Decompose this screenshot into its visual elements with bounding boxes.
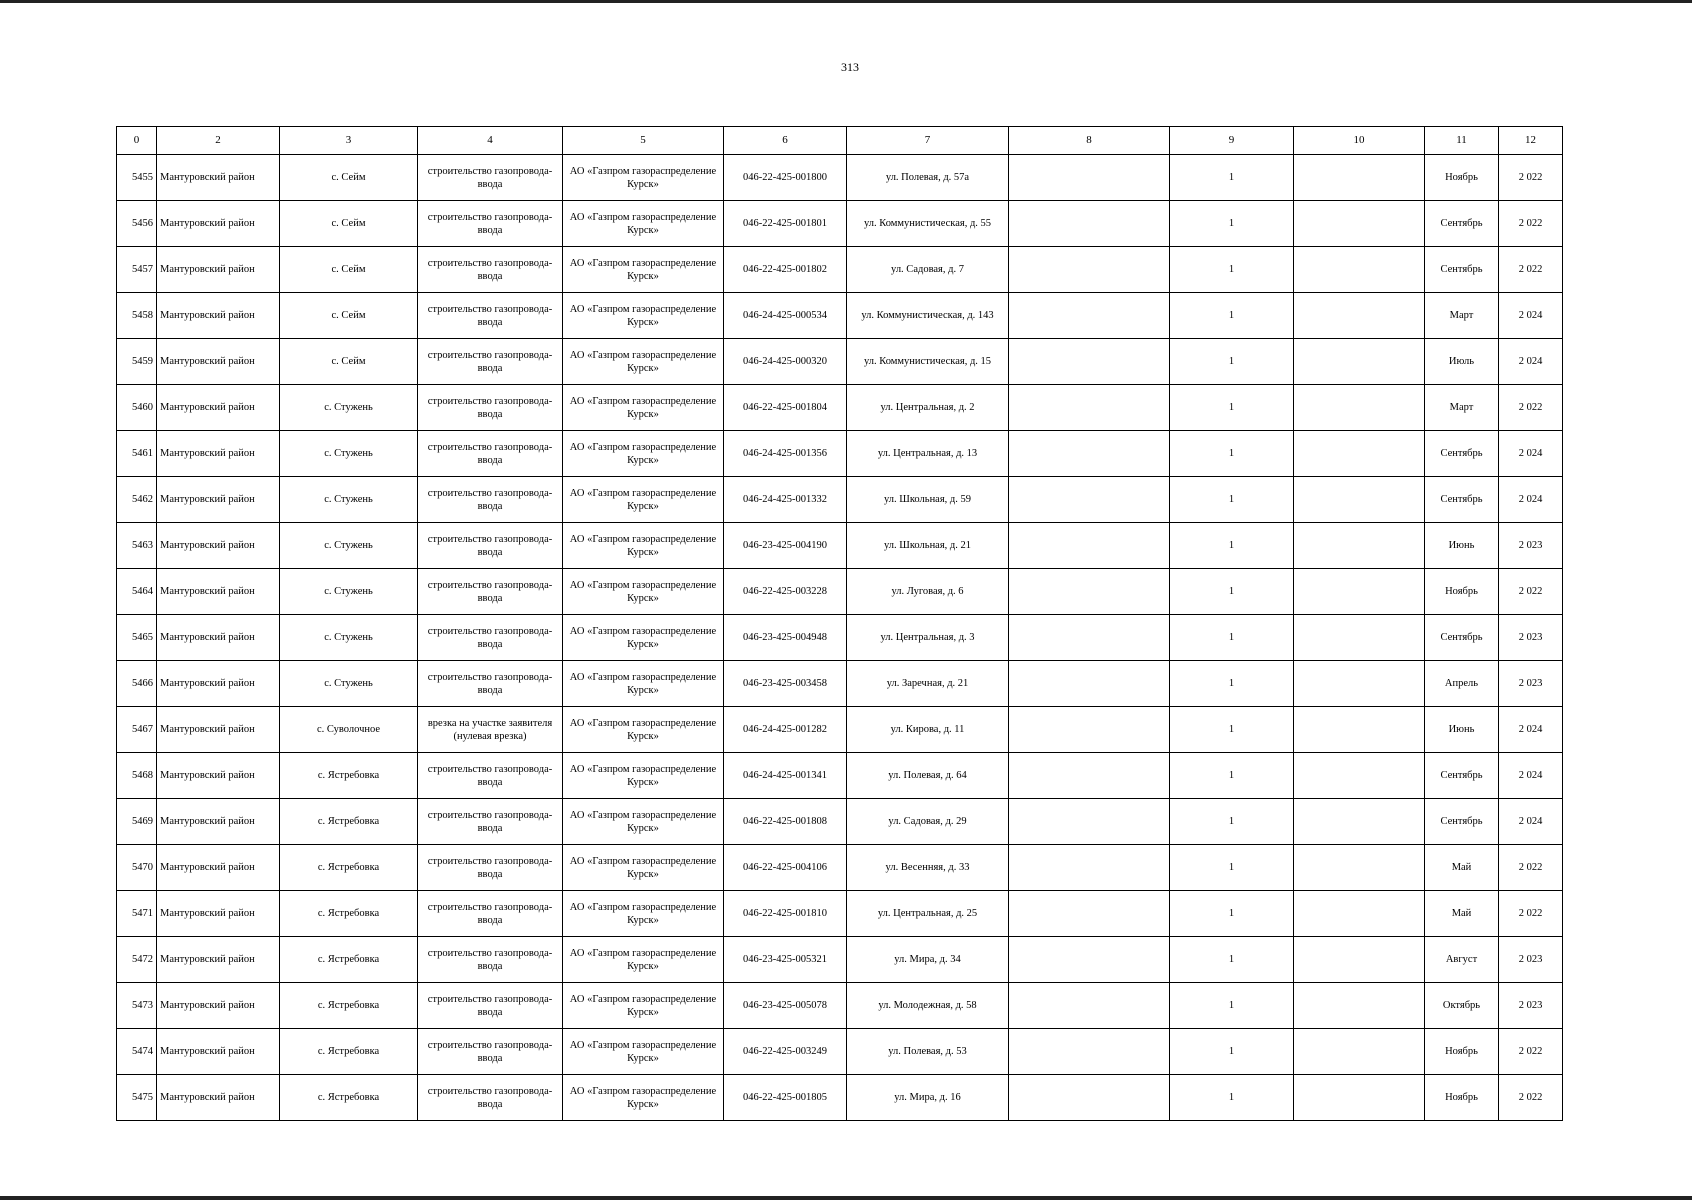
work-type-cell: строительство газопровода-ввода: [418, 845, 563, 891]
work-type-cell: строительство газопровода-ввода: [418, 983, 563, 1029]
address-cell: ул. Полевая, д. 64: [847, 753, 1009, 799]
column-10-cell: [1294, 661, 1425, 707]
column-10-cell: [1294, 293, 1425, 339]
row-number-cell: 5470: [117, 845, 157, 891]
row-number-cell: 5464: [117, 569, 157, 615]
object-id-cell: 046-22-425-001805: [724, 1075, 847, 1121]
settlement-cell: с. Стужень: [280, 615, 418, 661]
district-cell: Мантуровский район: [157, 1075, 280, 1121]
column-10-cell: [1294, 891, 1425, 937]
month-cell: Май: [1425, 845, 1499, 891]
row-number-cell: 5474: [117, 1029, 157, 1075]
column-10-cell: [1294, 385, 1425, 431]
column-8-cell: [1009, 753, 1170, 799]
address-cell: ул. Школьная, д. 59: [847, 477, 1009, 523]
work-type-cell: строительство газопровода-ввода: [418, 201, 563, 247]
settlement-cell: с. Суволочное: [280, 707, 418, 753]
column-10-cell: [1294, 707, 1425, 753]
address-cell: ул. Центральная, д. 25: [847, 891, 1009, 937]
column-8-cell: [1009, 845, 1170, 891]
row-number-cell: 5457: [117, 247, 157, 293]
district-cell: Мантуровский район: [157, 891, 280, 937]
work-type-cell: строительство газопровода-ввода: [418, 753, 563, 799]
settlement-cell: с. Ястребовка: [280, 983, 418, 1029]
row-number-cell: 5471: [117, 891, 157, 937]
address-cell: ул. Мира, д. 34: [847, 937, 1009, 983]
settlement-cell: с. Стужень: [280, 569, 418, 615]
work-type-cell: строительство газопровода-ввода: [418, 477, 563, 523]
settlement-cell: с. Ястребовка: [280, 845, 418, 891]
quantity-cell: 1: [1170, 707, 1294, 753]
settlement-cell: с. Стужень: [280, 385, 418, 431]
address-cell: ул. Луговая, д. 6: [847, 569, 1009, 615]
quantity-cell: 1: [1170, 1075, 1294, 1121]
table-row: [117, 1075, 1563, 1121]
address-cell: ул. Садовая, д. 7: [847, 247, 1009, 293]
work-type-cell: строительство газопровода-ввода: [418, 293, 563, 339]
district-cell: Мантуровский район: [157, 707, 280, 753]
work-type-cell: строительство газопровода-ввода: [418, 891, 563, 937]
owner-cell: АО «Газпром газораспределение Курск»: [563, 1075, 724, 1121]
district-cell: Мантуровский район: [157, 431, 280, 477]
year-cell: 2 023: [1499, 523, 1563, 569]
month-cell: Март: [1425, 385, 1499, 431]
column-header: 3: [280, 127, 418, 155]
address-cell: ул. Молодежная, д. 58: [847, 983, 1009, 1029]
table-row: [117, 247, 1563, 293]
year-cell: 2 024: [1499, 799, 1563, 845]
quantity-cell: 1: [1170, 339, 1294, 385]
column-8-cell: [1009, 431, 1170, 477]
district-cell: Мантуровский район: [157, 569, 280, 615]
column-8-cell: [1009, 891, 1170, 937]
row-number-cell: 5467: [117, 707, 157, 753]
column-8-cell: [1009, 569, 1170, 615]
address-cell: ул. Мира, д. 16: [847, 1075, 1009, 1121]
quantity-cell: 1: [1170, 293, 1294, 339]
district-cell: Мантуровский район: [157, 845, 280, 891]
row-number-cell: 5460: [117, 385, 157, 431]
object-id-cell: 046-22-425-001804: [724, 385, 847, 431]
table-row: [117, 523, 1563, 569]
address-cell: ул. Центральная, д. 13: [847, 431, 1009, 477]
year-cell: 2 023: [1499, 661, 1563, 707]
district-cell: Мантуровский район: [157, 983, 280, 1029]
quantity-cell: 1: [1170, 155, 1294, 201]
settlement-cell: с. Сейм: [280, 339, 418, 385]
work-type-cell: строительство газопровода-ввода: [418, 385, 563, 431]
column-8-cell: [1009, 477, 1170, 523]
row-number-cell: 5456: [117, 201, 157, 247]
table-row: [117, 155, 1563, 201]
row-number-cell: 5473: [117, 983, 157, 1029]
owner-cell: АО «Газпром газораспределение Курск»: [563, 431, 724, 477]
settlement-cell: с. Ястребовка: [280, 799, 418, 845]
owner-cell: АО «Газпром газораспределение Курск»: [563, 891, 724, 937]
year-cell: 2 023: [1499, 615, 1563, 661]
owner-cell: АО «Газпром газораспределение Курск»: [563, 983, 724, 1029]
column-10-cell: [1294, 1075, 1425, 1121]
column-8-cell: [1009, 707, 1170, 753]
object-id-cell: 046-22-425-004106: [724, 845, 847, 891]
owner-cell: АО «Газпром газораспределение Курск»: [563, 615, 724, 661]
district-cell: Мантуровский район: [157, 523, 280, 569]
settlement-cell: с. Ястребовка: [280, 753, 418, 799]
table-row: [117, 845, 1563, 891]
column-8-cell: [1009, 1075, 1170, 1121]
column-10-cell: [1294, 201, 1425, 247]
object-id-cell: 046-24-425-001282: [724, 707, 847, 753]
table-row: [117, 753, 1563, 799]
district-cell: Мантуровский район: [157, 1029, 280, 1075]
table-row: [117, 615, 1563, 661]
gas-connection-registry-table: [116, 126, 1563, 1121]
settlement-cell: с. Сейм: [280, 155, 418, 201]
owner-cell: АО «Газпром газораспределение Курск»: [563, 661, 724, 707]
district-cell: Мантуровский район: [157, 293, 280, 339]
object-id-cell: 046-23-425-004190: [724, 523, 847, 569]
owner-cell: АО «Газпром газораспределение Курск»: [563, 293, 724, 339]
quantity-cell: 1: [1170, 753, 1294, 799]
year-cell: 2 022: [1499, 891, 1563, 937]
column-header: 0: [117, 127, 157, 155]
month-cell: Ноябрь: [1425, 569, 1499, 615]
object-id-cell: 046-22-425-001808: [724, 799, 847, 845]
month-cell: Октябрь: [1425, 983, 1499, 1029]
object-id-cell: 046-22-425-003228: [724, 569, 847, 615]
district-cell: Мантуровский район: [157, 385, 280, 431]
settlement-cell: с. Стужень: [280, 431, 418, 477]
year-cell: 2 023: [1499, 937, 1563, 983]
district-cell: Мантуровский район: [157, 937, 280, 983]
work-type-cell: строительство газопровода-ввода: [418, 799, 563, 845]
column-8-cell: [1009, 615, 1170, 661]
work-type-cell: строительство газопровода-ввода: [418, 1075, 563, 1121]
row-number-cell: 5459: [117, 339, 157, 385]
table-row: [117, 661, 1563, 707]
month-cell: Сентябрь: [1425, 615, 1499, 661]
address-cell: ул. Полевая, д. 57а: [847, 155, 1009, 201]
work-type-cell: строительство газопровода-ввода: [418, 247, 563, 293]
month-cell: Июнь: [1425, 707, 1499, 753]
year-cell: 2 023: [1499, 983, 1563, 1029]
quantity-cell: 1: [1170, 569, 1294, 615]
settlement-cell: с. Стужень: [280, 477, 418, 523]
table-row: [117, 937, 1563, 983]
column-8-cell: [1009, 155, 1170, 201]
object-id-cell: 046-22-425-003249: [724, 1029, 847, 1075]
table-row: [117, 385, 1563, 431]
year-cell: 2 024: [1499, 339, 1563, 385]
object-id-cell: 046-24-425-001341: [724, 753, 847, 799]
table-row: [117, 431, 1563, 477]
district-cell: Мантуровский район: [157, 753, 280, 799]
object-id-cell: 046-24-425-001332: [724, 477, 847, 523]
work-type-cell: строительство газопровода-ввода: [418, 155, 563, 201]
row-number-cell: 5475: [117, 1075, 157, 1121]
object-id-cell: 046-23-425-004948: [724, 615, 847, 661]
object-id-cell: 046-22-425-001810: [724, 891, 847, 937]
table-body: [117, 155, 1563, 1121]
owner-cell: АО «Газпром газораспределение Курск»: [563, 385, 724, 431]
address-cell: ул. Кирова, д. 11: [847, 707, 1009, 753]
column-8-cell: [1009, 661, 1170, 707]
address-cell: ул. Садовая, д. 29: [847, 799, 1009, 845]
address-cell: ул. Коммунистическая, д. 15: [847, 339, 1009, 385]
owner-cell: АО «Газпром газораспределение Курск»: [563, 339, 724, 385]
address-cell: ул. Весенняя, д. 33: [847, 845, 1009, 891]
quantity-cell: 1: [1170, 431, 1294, 477]
column-10-cell: [1294, 247, 1425, 293]
column-10-cell: [1294, 845, 1425, 891]
year-cell: 2 024: [1499, 477, 1563, 523]
year-cell: 2 022: [1499, 385, 1563, 431]
district-cell: Мантуровский район: [157, 247, 280, 293]
year-cell: 2 024: [1499, 753, 1563, 799]
address-cell: ул. Заречная, д. 21: [847, 661, 1009, 707]
address-cell: ул. Коммунистическая, д. 55: [847, 201, 1009, 247]
row-number-cell: 5463: [117, 523, 157, 569]
work-type-cell: строительство газопровода-ввода: [418, 523, 563, 569]
scan-edge-bottom: [0, 1196, 1692, 1200]
month-cell: Сентябрь: [1425, 201, 1499, 247]
month-cell: Сентябрь: [1425, 799, 1499, 845]
address-cell: ул. Центральная, д. 3: [847, 615, 1009, 661]
quantity-cell: 1: [1170, 845, 1294, 891]
column-header: 7: [847, 127, 1009, 155]
year-cell: 2 022: [1499, 1075, 1563, 1121]
settlement-cell: с. Ястребовка: [280, 937, 418, 983]
owner-cell: АО «Газпром газораспределение Курск»: [563, 937, 724, 983]
address-cell: ул. Центральная, д. 2: [847, 385, 1009, 431]
owner-cell: АО «Газпром газораспределение Курск»: [563, 477, 724, 523]
month-cell: Апрель: [1425, 661, 1499, 707]
table-row: [117, 707, 1563, 753]
column-8-cell: [1009, 799, 1170, 845]
settlement-cell: с. Сейм: [280, 293, 418, 339]
column-10-cell: [1294, 477, 1425, 523]
year-cell: 2 022: [1499, 201, 1563, 247]
column-10-cell: [1294, 339, 1425, 385]
owner-cell: АО «Газпром газораспределение Курск»: [563, 523, 724, 569]
column-10-cell: [1294, 1029, 1425, 1075]
column-10-cell: [1294, 983, 1425, 1029]
column-8-cell: [1009, 339, 1170, 385]
owner-cell: АО «Газпром газораспределение Курск»: [563, 569, 724, 615]
work-type-cell: строительство газопровода-ввода: [418, 339, 563, 385]
column-header: 10: [1294, 127, 1425, 155]
owner-cell: АО «Газпром газораспределение Курск»: [563, 201, 724, 247]
district-cell: Мантуровский район: [157, 799, 280, 845]
year-cell: 2 024: [1499, 707, 1563, 753]
quantity-cell: 1: [1170, 523, 1294, 569]
column-header: 12: [1499, 127, 1563, 155]
object-id-cell: 046-24-425-000320: [724, 339, 847, 385]
owner-cell: АО «Газпром газораспределение Курск»: [563, 845, 724, 891]
month-cell: Май: [1425, 891, 1499, 937]
month-cell: Сентябрь: [1425, 247, 1499, 293]
object-id-cell: 046-24-425-000534: [724, 293, 847, 339]
month-cell: Июнь: [1425, 523, 1499, 569]
month-cell: Сентябрь: [1425, 431, 1499, 477]
district-cell: Мантуровский район: [157, 155, 280, 201]
column-8-cell: [1009, 983, 1170, 1029]
column-header: 11: [1425, 127, 1499, 155]
object-id-cell: 046-23-425-005078: [724, 983, 847, 1029]
row-number-cell: 5472: [117, 937, 157, 983]
table-row: [117, 293, 1563, 339]
owner-cell: АО «Газпром газораспределение Курск»: [563, 155, 724, 201]
quantity-cell: 1: [1170, 201, 1294, 247]
settlement-cell: с. Ястребовка: [280, 1029, 418, 1075]
column-header: 2: [157, 127, 280, 155]
work-type-cell: строительство газопровода-ввода: [418, 615, 563, 661]
table-row: [117, 339, 1563, 385]
row-number-cell: 5461: [117, 431, 157, 477]
quantity-cell: 1: [1170, 891, 1294, 937]
table-row: [117, 201, 1563, 247]
row-number-cell: 5468: [117, 753, 157, 799]
district-cell: Мантуровский район: [157, 661, 280, 707]
column-8-cell: [1009, 523, 1170, 569]
column-8-cell: [1009, 247, 1170, 293]
column-10-cell: [1294, 937, 1425, 983]
district-cell: Мантуровский район: [157, 615, 280, 661]
scan-edge-top: [0, 0, 1692, 3]
owner-cell: АО «Газпром газораспределение Курск»: [563, 247, 724, 293]
month-cell: Март: [1425, 293, 1499, 339]
table-row: [117, 569, 1563, 615]
quantity-cell: 1: [1170, 477, 1294, 523]
row-number-cell: 5465: [117, 615, 157, 661]
year-cell: 2 022: [1499, 845, 1563, 891]
row-number-cell: 5455: [117, 155, 157, 201]
column-8-cell: [1009, 293, 1170, 339]
year-cell: 2 022: [1499, 569, 1563, 615]
year-cell: 2 022: [1499, 1029, 1563, 1075]
quantity-cell: 1: [1170, 1029, 1294, 1075]
month-cell: Сентябрь: [1425, 753, 1499, 799]
address-cell: ул. Коммунистическая, д. 143: [847, 293, 1009, 339]
month-cell: Ноябрь: [1425, 1075, 1499, 1121]
work-type-cell: строительство газопровода-ввода: [418, 937, 563, 983]
district-cell: Мантуровский район: [157, 201, 280, 247]
month-cell: Ноябрь: [1425, 1029, 1499, 1075]
column-10-cell: [1294, 523, 1425, 569]
year-cell: 2 022: [1499, 155, 1563, 201]
year-cell: 2 024: [1499, 431, 1563, 477]
column-10-cell: [1294, 569, 1425, 615]
quantity-cell: 1: [1170, 983, 1294, 1029]
column-10-cell: [1294, 431, 1425, 477]
address-cell: ул. Школьная, д. 21: [847, 523, 1009, 569]
settlement-cell: с. Сейм: [280, 247, 418, 293]
object-id-cell: 046-22-425-001800: [724, 155, 847, 201]
owner-cell: АО «Газпром газораспределение Курск»: [563, 753, 724, 799]
settlement-cell: с. Ястребовка: [280, 891, 418, 937]
work-type-cell: врезка на участке заявителя (нулевая врезка): [418, 707, 563, 753]
object-id-cell: 046-23-425-005321: [724, 937, 847, 983]
work-type-cell: строительство газопровода-ввода: [418, 431, 563, 477]
quantity-cell: 1: [1170, 799, 1294, 845]
quantity-cell: 1: [1170, 247, 1294, 293]
object-id-cell: 046-22-425-001802: [724, 247, 847, 293]
column-10-cell: [1294, 155, 1425, 201]
table-row: [117, 983, 1563, 1029]
month-cell: Ноябрь: [1425, 155, 1499, 201]
owner-cell: АО «Газпром газораспределение Курск»: [563, 707, 724, 753]
column-8-cell: [1009, 1029, 1170, 1075]
quantity-cell: 1: [1170, 937, 1294, 983]
settlement-cell: с. Ястребовка: [280, 1075, 418, 1121]
table-row: [117, 1029, 1563, 1075]
work-type-cell: строительство газопровода-ввода: [418, 1029, 563, 1075]
quantity-cell: 1: [1170, 661, 1294, 707]
row-number-cell: 5466: [117, 661, 157, 707]
district-cell: Мантуровский район: [157, 339, 280, 385]
column-header: 5: [563, 127, 724, 155]
column-8-cell: [1009, 385, 1170, 431]
page-number: 313: [841, 60, 859, 74]
owner-cell: АО «Газпром газораспределение Курск»: [563, 799, 724, 845]
column-header: 8: [1009, 127, 1170, 155]
month-cell: Август: [1425, 937, 1499, 983]
row-number-cell: 5462: [117, 477, 157, 523]
column-8-cell: [1009, 201, 1170, 247]
table-row: [117, 891, 1563, 937]
owner-cell: АО «Газпром газораспределение Курск»: [563, 1029, 724, 1075]
year-cell: 2 024: [1499, 293, 1563, 339]
settlement-cell: с. Сейм: [280, 201, 418, 247]
object-id-cell: 046-24-425-001356: [724, 431, 847, 477]
year-cell: 2 022: [1499, 247, 1563, 293]
table-row: [117, 477, 1563, 523]
object-id-cell: 046-23-425-003458: [724, 661, 847, 707]
column-number-row: [117, 127, 1563, 155]
column-8-cell: [1009, 937, 1170, 983]
column-10-cell: [1294, 799, 1425, 845]
object-id-cell: 046-22-425-001801: [724, 201, 847, 247]
quantity-cell: 1: [1170, 615, 1294, 661]
row-number-cell: 5469: [117, 799, 157, 845]
column-10-cell: [1294, 753, 1425, 799]
work-type-cell: строительство газопровода-ввода: [418, 661, 563, 707]
column-header: 9: [1170, 127, 1294, 155]
month-cell: Сентябрь: [1425, 477, 1499, 523]
column-header: 4: [418, 127, 563, 155]
column-header: 6: [724, 127, 847, 155]
quantity-cell: 1: [1170, 385, 1294, 431]
district-cell: Мантуровский район: [157, 477, 280, 523]
row-number-cell: 5458: [117, 293, 157, 339]
month-cell: Июль: [1425, 339, 1499, 385]
column-10-cell: [1294, 615, 1425, 661]
settlement-cell: с. Стужень: [280, 661, 418, 707]
table-row: [117, 799, 1563, 845]
address-cell: ул. Полевая, д. 53: [847, 1029, 1009, 1075]
work-type-cell: строительство газопровода-ввода: [418, 569, 563, 615]
settlement-cell: с. Стужень: [280, 523, 418, 569]
